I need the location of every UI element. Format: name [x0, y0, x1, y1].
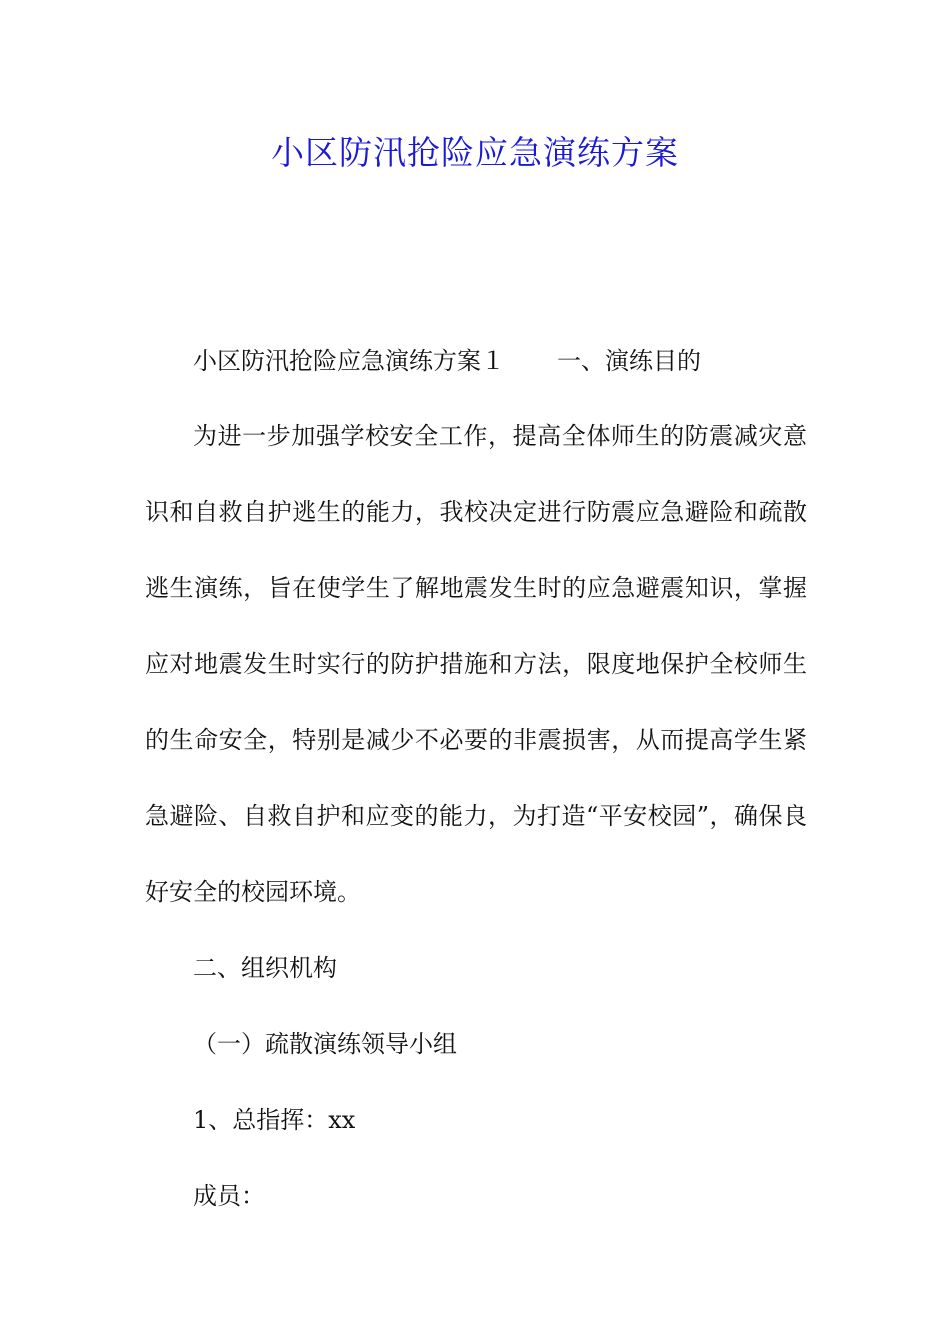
- members-line: 成员：: [193, 1182, 265, 1210]
- plan-heading: 小区防汛抢险应急演练方案１: [193, 347, 505, 375]
- commander-line: 1、总指挥：xx: [193, 1106, 356, 1134]
- subsection-heading-leadership: （一）疏散演练领导小组: [193, 1030, 457, 1058]
- document-title: 小区防汛抢险应急演练方案: [271, 133, 679, 172]
- document-body: [145, 398, 807, 1234]
- purpose-paragraph: 为进一步加强学校安全工作，提高全体师生的防震减灾意识和自救自护逃生的能力，我校决定进行防震应急避险和疏散逃生演练，旨在使学生了解地震发生时的应急避震知识，掌握应对地震发生时实行的防护措施和方法，限度地保护全校师生的生命安全，特别是减少不必要的非震损害，从而提高学生紧急避险、自救自护和应变的能力，为打造“平安校园”，确保良好安全的校园环境。: [145, 422, 807, 906]
- heading-line: [193, 336, 701, 386]
- section-heading-organization: 二、组织机构: [193, 954, 337, 982]
- section-heading-purpose: 一、演练目的: [557, 347, 701, 375]
